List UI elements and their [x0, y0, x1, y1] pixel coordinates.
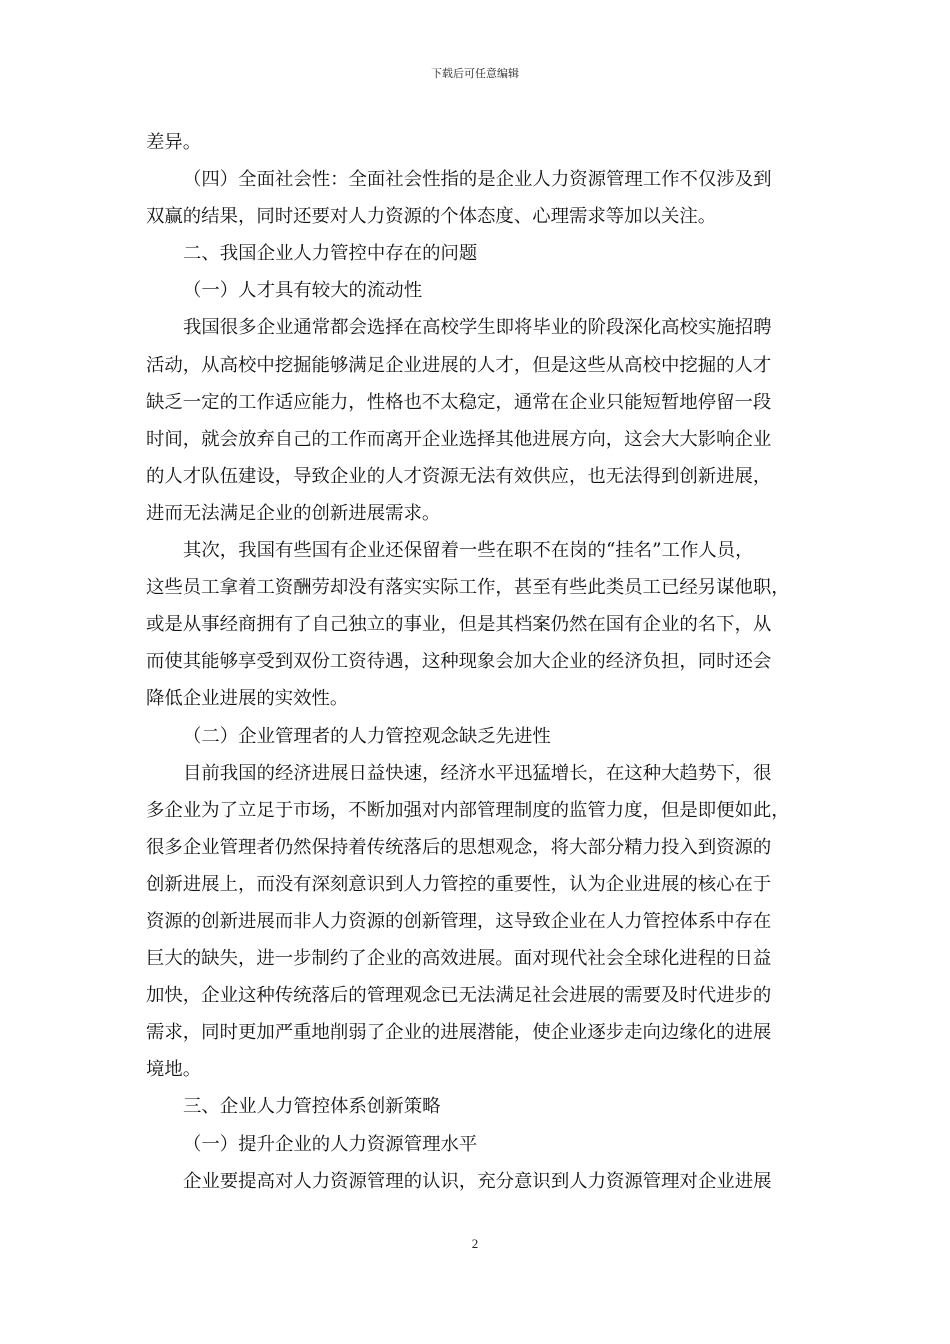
text-line: （一）人才具有较大的流动性	[183, 280, 423, 302]
text-line: 目前我国的经济进展日益快速，经济水平迅猛增长，在这种大趋势下，很	[183, 762, 772, 784]
text-line: 时间，就会放弃自己的工作而离开企业选择其他进展方向，这会大大影响企业	[146, 428, 772, 450]
text-line: 双赢的结果，同时还要对人力资源的个体态度、心理需求等加以关注。	[146, 206, 717, 228]
text-line: 差异。	[146, 132, 202, 153]
text-line: 其次，我国有些国有企业还保留着一些在职不在岗的“挂名”工作人员，	[183, 540, 754, 562]
text-line: 降低企业进展的实效性。	[146, 688, 349, 710]
text-line: 多企业为了立足于市场，不断加强对内部管理制度的监管力度，但是即便如此，	[146, 799, 790, 821]
text-line: 的人才队伍建设，导致企业的人才资源无法有效供应，也无法得到创新进展，	[146, 465, 772, 487]
text-line: 进而无法满足企业的创新进展需求。	[146, 502, 441, 524]
text-line: 资源的创新进展而非人力资源的创新管理，这导致企业在人力管控体系中存在	[146, 910, 772, 932]
page-number: 2	[471, 1236, 479, 1251]
text-line: 创新进展上，而没有深刻意识到人力管控的重要性，认为企业进展的核心在于	[146, 873, 772, 895]
text-line: 而使其能够享受到双份工资待遇，这种现象会加大企业的经济负担，同时还会	[146, 651, 772, 673]
text-line: 企业要提高对人力资源管理的认识，充分意识到人力资源管理对企业进展	[183, 1170, 772, 1192]
text-line: 很多企业管理者仍然保持着传统落后的思想观念，将大部分精力投入到资源的	[146, 836, 772, 858]
text-line: 活动，从高校中挖掘能够满足企业进展的人才，但是这些从高校中挖掘的人才	[146, 354, 772, 376]
text-line: 三、企业人力管控体系创新策略	[183, 1096, 441, 1118]
text-line: 缺乏一定的工作适应能力，性格也不太稳定，通常在企业只能短暂地停留一段	[146, 391, 772, 413]
text-line: （四）全面社会性：全面社会性指的是企业人力资源管理工作不仅涉及到	[183, 169, 772, 191]
text-line: 需求，同时更加严重地削弱了企业的进展潜能，使企业逐步走向边缘化的进展	[146, 1022, 772, 1044]
text-line: 境地。	[146, 1059, 202, 1081]
text-line: （一）提升企业的人力资源管理水平	[183, 1133, 478, 1155]
text-line: 这些员工拿着工资酬劳却没有落实实际工作，甚至有些此类员工已经另谋他职，	[146, 577, 790, 599]
body-text	[146, 124, 810, 1200]
text-line: 加快，企业这种传统落后的管理观念已无法满足社会进展的需要及时代进步的	[146, 985, 772, 1007]
text-line: 巨大的缺失，进一步制约了企业的高效进展。面对现代社会全球化进程的日益	[146, 948, 772, 970]
text-line: （二）企业管理者的人力管控观念缺乏先进性	[183, 725, 551, 747]
page-header: 下载后可任意编辑	[431, 67, 519, 80]
text-line: 或是从事经商拥有了自己独立的事业，但是其档案仍然在国有企业的名下，从	[146, 614, 772, 636]
text-line: 我国很多企业通常都会选择在高校学生即将毕业的阶段深化高校实施招聘	[183, 317, 772, 339]
text-line: 二、我国企业人力管控中存在的问题	[183, 243, 478, 265]
